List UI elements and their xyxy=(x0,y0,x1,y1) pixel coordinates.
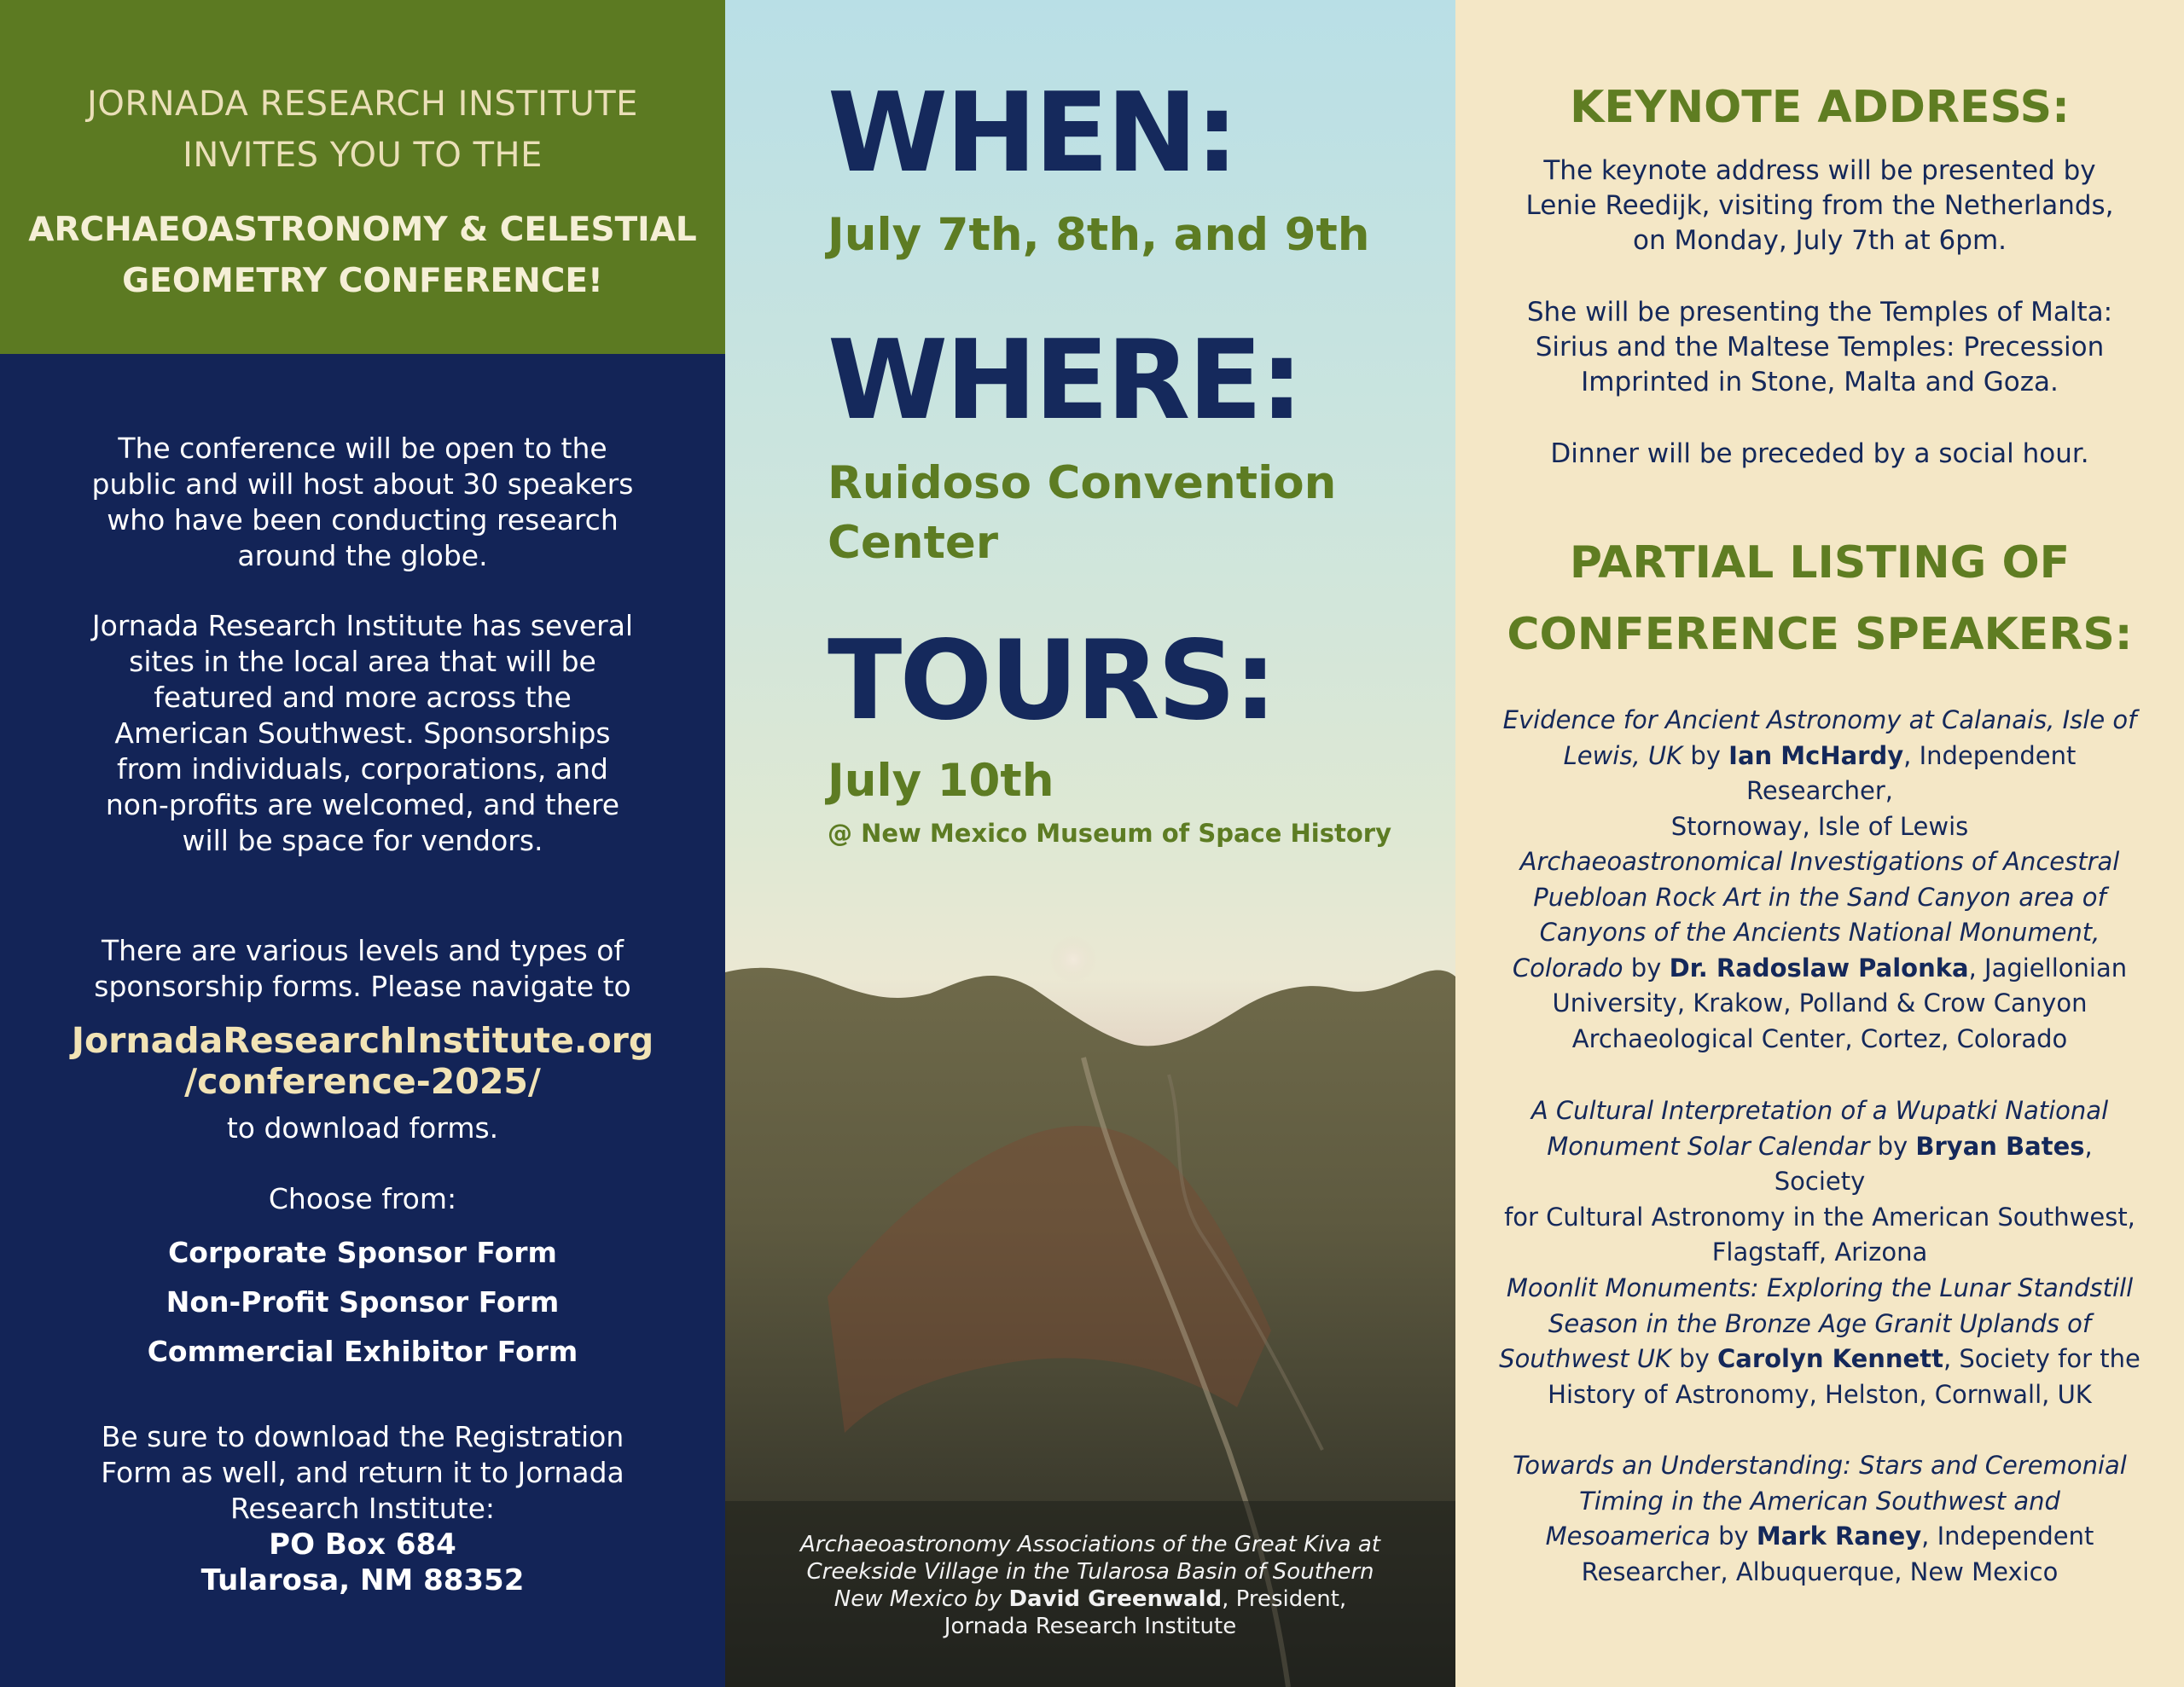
text-line: featured and more across the xyxy=(154,681,572,714)
commercial-exhibitor-form-link[interactable]: Commercial Exhibitor Form xyxy=(147,1335,578,1368)
text-line: Jornada Research Institute has several xyxy=(91,609,634,642)
speaker-affiliation: Flagstaff, Arizona xyxy=(1711,1238,1928,1267)
text-line: The conference will be open to the xyxy=(118,432,607,465)
speaker-affiliation: Archaeological Center, Cortez, Colorado xyxy=(1571,1023,2068,1053)
forms-intro xyxy=(64,933,661,1005)
download-note: to download forms. xyxy=(226,1111,499,1145)
address-line: Tularosa, NM 88352 xyxy=(200,1563,525,1597)
keynote-topic xyxy=(1498,295,2141,400)
text-line: Lenie Reedijk, visiting from the Netherlands, xyxy=(1525,190,2114,221)
speaker-listing xyxy=(1498,703,2141,844)
text-line: sites in the local area that will be xyxy=(129,645,596,678)
corporate-sponsor-form-link[interactable]: Corporate Sponsor Form xyxy=(168,1236,557,1269)
talk-title: Canyons of the Ancients National Monument, xyxy=(1539,918,2100,947)
talk-title: Evidence for Ancient Astronomy at Calanais, Isle of xyxy=(1502,705,2137,734)
speakers-heading-line-1: PARTIAL LISTING OF xyxy=(1569,537,2071,588)
caption-line xyxy=(759,1586,1421,1613)
text-line: who have been conducting research xyxy=(107,503,619,536)
speaker-affiliation: Stornoway, Isle of Lewis xyxy=(1670,811,1969,841)
where-value-line-1: Ruidoso Convention xyxy=(828,457,1337,509)
speaker-listing xyxy=(1498,844,2141,1057)
caption-line: Creekside Village in the Tularosa Basin of Southern xyxy=(806,1559,1374,1585)
choose-label: Choose from: xyxy=(268,1182,457,1215)
caption-line: Archaeoastronomy Associations of the Great Kiva at xyxy=(799,1532,1381,1557)
tours-date: July 10th xyxy=(828,755,1054,807)
social-hour-note: Dinner will be preceded by a social hour. xyxy=(1550,438,2089,469)
speaker-affiliation: , Society xyxy=(1774,1131,2093,1196)
by-label: by xyxy=(1682,740,1729,770)
website-link[interactable] xyxy=(51,1020,674,1102)
talk-title: Puebloan Rock Art in the Sand Canyon area of xyxy=(1533,882,2106,912)
header-line-2: INVITES YOU TO THE xyxy=(183,136,543,175)
speakers-heading-line-2: CONFERENCE SPEAKERS: xyxy=(1507,609,2133,660)
tours-location: @ New Mexico Museum of Space History xyxy=(828,819,1391,848)
by-label: by xyxy=(1869,1131,1916,1161)
by-label: by xyxy=(1710,1522,1757,1551)
caption-line: Jornada Research Institute xyxy=(944,1614,1237,1639)
text-line: on Monday, July 7th at 6pm. xyxy=(1633,225,2007,256)
talk-title: Timing in the American Southwest and xyxy=(1579,1486,2060,1516)
by-label: by xyxy=(1623,953,1670,983)
where-heading: WHERE: xyxy=(828,317,1301,444)
mailing-address xyxy=(64,1527,661,1598)
text-line: Imprinted in Stone, Malta and Goza. xyxy=(1581,367,2059,397)
speaker-affiliation: , Independent Researcher, xyxy=(1745,740,2077,805)
header-line-1: JORNADA RESEARCH INSTITUTE xyxy=(87,84,638,124)
right-panel xyxy=(1455,0,2184,1687)
tours-heading: TOURS: xyxy=(828,617,1275,745)
talk-title: Season in the Bronze Age Granit Uplands of xyxy=(1548,1308,2092,1338)
talk-title: Monument Solar Calendar xyxy=(1547,1131,1870,1161)
speaker-affiliation: , Society for the xyxy=(1943,1344,2140,1373)
speaker-name: Mark Raney xyxy=(1756,1522,1922,1551)
moon xyxy=(1049,936,1097,983)
talk-title: Archaeoastronomical Investigations of Ancestral xyxy=(1519,847,2120,876)
by-label: by xyxy=(1670,1344,1717,1373)
speaker-affiliation: for Cultural Astronomy in the American Southwest, xyxy=(1504,1202,2135,1232)
text-line: will be space for vendors. xyxy=(182,824,543,857)
talk-title: Colorado xyxy=(1512,953,1623,983)
keynote-details xyxy=(1498,154,2141,258)
text-line: non-profits are welcomed, and there xyxy=(105,788,620,821)
text-line: There are various levels and types of xyxy=(101,934,624,967)
caption-author: David Greenwald xyxy=(1008,1586,1223,1612)
registration-note xyxy=(64,1419,661,1527)
speaker-affiliation: Researcher, Albuquerque, New Mexico xyxy=(1581,1557,2059,1586)
talk-title: Mesoamerica xyxy=(1545,1522,1711,1551)
speaker-name: Bryan Bates xyxy=(1915,1131,2085,1161)
website-link-line-1[interactable]: JornadaResearchInstitute.org xyxy=(71,1020,654,1061)
speaker-listing xyxy=(1498,1271,2141,1412)
text-line: sponsorship forms. Please navigate to xyxy=(94,970,631,1003)
speaker-listing xyxy=(1498,1448,2141,1590)
center-photo-panel xyxy=(725,0,1455,1687)
talk-title: A Cultural Interpretation of a Wupatki National xyxy=(1531,1096,2109,1125)
speaker-name: Ian McHardy xyxy=(1728,740,1904,770)
talk-title: Southwest UK xyxy=(1499,1344,1671,1373)
non-profit-sponsor-form-link[interactable]: Non-Profit Sponsor Form xyxy=(166,1285,560,1319)
when-heading: WHEN: xyxy=(828,70,1237,197)
text-line: Research Institute: xyxy=(229,1492,496,1525)
caption-text: New Mexico by xyxy=(834,1586,1009,1612)
sponsorship-description xyxy=(64,608,661,859)
where-value xyxy=(828,454,1336,573)
text-line: Form as well, and return it to Jornada xyxy=(101,1456,624,1489)
speaker-name: Carolyn Kennett xyxy=(1716,1344,1943,1373)
talk-title: Towards an Understanding: Stars and Ceremonial xyxy=(1513,1451,2127,1480)
conference-title-line-2: GEOMETRY CONFERENCE! xyxy=(122,262,603,300)
speaker-affiliation: History of Astronomy, Helston, Cornwall, UK xyxy=(1548,1379,2092,1409)
talk-title: Lewis, UK xyxy=(1563,740,1683,770)
text-line: The keynote address will be presented by xyxy=(1543,155,2096,186)
text-line: from individuals, corporations, and xyxy=(117,752,608,786)
photo-caption xyxy=(759,1531,1421,1640)
text-line: around the globe. xyxy=(237,539,488,572)
address-line: PO Box 684 xyxy=(269,1528,456,1562)
text-line: Sirius and the Maltese Temples: Precession xyxy=(1535,332,2105,362)
keynote-heading: KEYNOTE ADDRESS: xyxy=(1570,82,2070,133)
where-value-line-2: Center xyxy=(828,517,998,569)
text-line: She will be presenting the Temples of Malta: xyxy=(1526,297,2113,328)
caption-text: , President, xyxy=(1222,1586,1347,1612)
text-line: American Southwest. Sponsorships xyxy=(114,716,611,750)
talk-title: Moonlit Monuments: Exploring the Lunar Standstill xyxy=(1506,1273,2134,1302)
conference-description xyxy=(64,431,661,574)
when-value: July 7th, 8th, and 9th xyxy=(828,209,1370,261)
speaker-listing xyxy=(1498,1093,2141,1271)
speaker-affiliation: University, Krakow, Polland & Crow Canyon xyxy=(1552,988,2088,1017)
invitation-header xyxy=(0,0,725,354)
speaker-affiliation: , Independent xyxy=(1921,1522,2094,1551)
speaker-name: Dr. Radoslaw Palonka xyxy=(1669,953,1969,983)
left-panel xyxy=(0,0,725,1687)
speaker-affiliation: , Jagiellonian xyxy=(1968,953,2128,983)
conference-title-line-1: ARCHAEOASTRONOMY & CELESTIAL xyxy=(28,211,697,249)
website-link-line-2[interactable]: /conference-2025/ xyxy=(184,1061,541,1102)
text-line: public and will host about 30 speakers xyxy=(91,467,634,501)
text-line: Be sure to download the Registration xyxy=(101,1420,624,1453)
